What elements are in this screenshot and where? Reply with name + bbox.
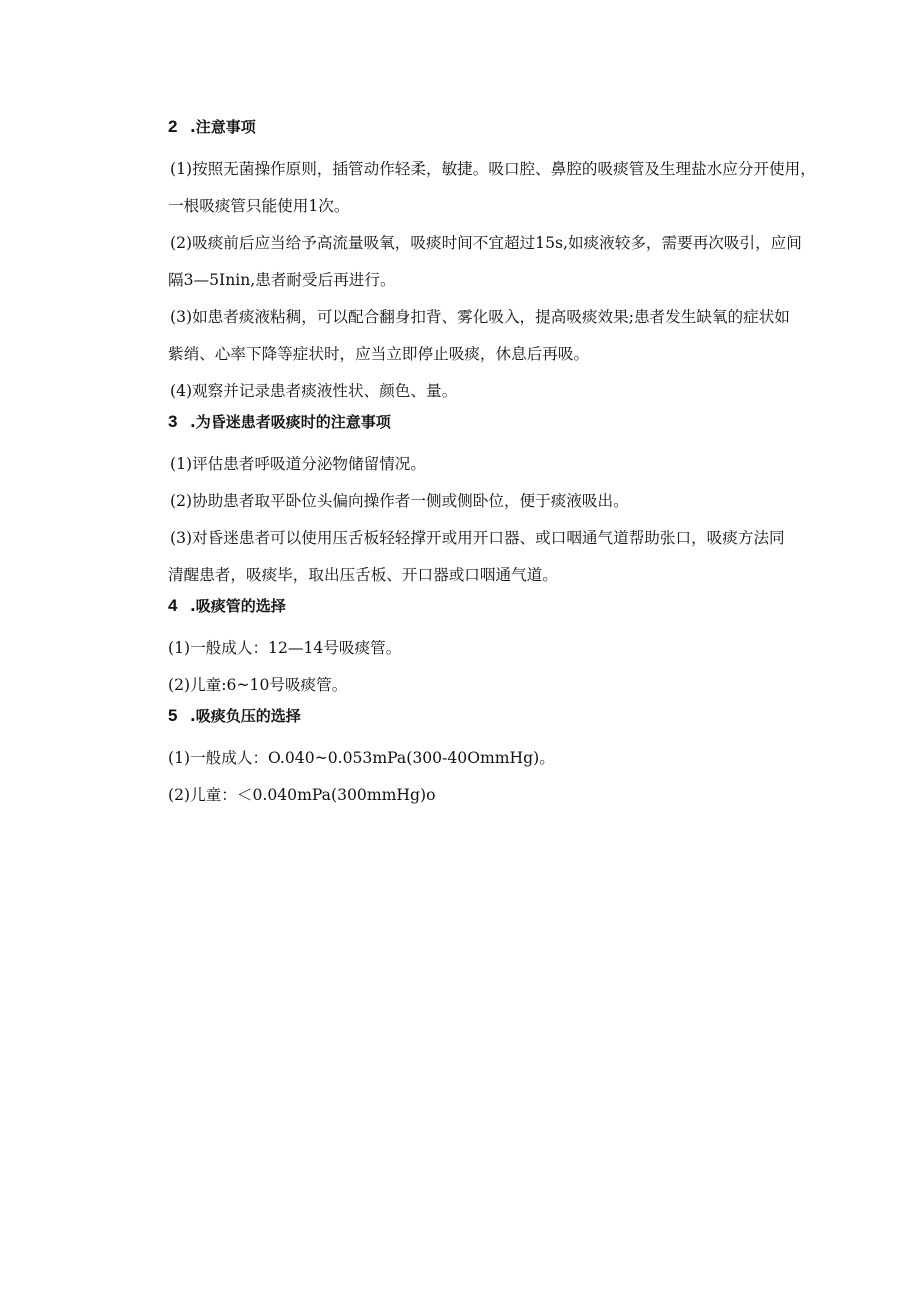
section-title: .注意事项 <box>190 118 256 136</box>
paragraph-line: (2)儿童：＜0.040mPa(300mmHg)o <box>168 786 436 804</box>
section-heading <box>168 705 858 727</box>
section-title: .为昏迷患者吸痰时的注意事项 <box>190 413 391 431</box>
paragraph-line: (4)观察并记录患者痰液性状、颜色、量。 <box>170 382 458 400</box>
section-number: 3 <box>168 412 178 431</box>
section-heading <box>168 116 858 138</box>
section-title: .吸痰负压的选择 <box>190 707 301 725</box>
paragraph-line: (3)如患者痰液粘稠，可以配合翻身扣背、雾化吸入，提高吸痰效果;患者发生缺氧的症状如 <box>170 308 790 326</box>
paragraph-line: (3)对昏迷患者可以使用压舌板轻轻撑开或用开口器、或口咽通气道帮助张口，吸痰方法同 <box>170 529 785 547</box>
section-number: 5 <box>168 706 178 725</box>
document-body <box>168 116 858 814</box>
section-title: .吸痰管的选择 <box>190 597 286 615</box>
paragraph-line: (2)协助患者取平卧位头偏向操作者一侧或侧卧位，便于痰液吸出。 <box>170 492 629 510</box>
paragraph-line: (2)儿童:6~10号吸痰管。 <box>168 676 348 694</box>
paragraph-line: (1)一般成人：O.040~0.053mPa(300-40OmmHg)。 <box>168 749 555 767</box>
section-heading <box>168 595 858 617</box>
paragraph-line: (1)按照无菌操作原则，插管动作轻柔，敏捷。吸口腔、鼻腔的吸痰管及生理盐水应分开使用， <box>170 160 816 178</box>
paragraph-line: 紫绡、心率下降等症状时，应当立即停止吸痰，休息后再吸。 <box>168 345 590 363</box>
paragraph-line: (2)吸痰前后应当给予高流量吸氧，吸痰时间不宜超过15s,如痰液较多，需要再次吸引，应间 <box>170 234 802 252</box>
paragraph-line: (1)一般成人：12—14号吸痰管。 <box>168 639 402 657</box>
paragraph-line: 一根吸痰管只能使用1次。 <box>168 197 350 215</box>
paragraph-line: 清醒患者，吸痰毕，取出压舌板、开口器或口咽通气道。 <box>168 566 558 584</box>
section-number: 2 <box>168 117 178 136</box>
section-number: 4 <box>168 596 178 615</box>
section-heading <box>168 411 858 433</box>
paragraph-line: 隔3—5Inin,患者耐受后再进行。 <box>168 271 396 289</box>
paragraph-line: (1)评估患者呼吸道分泌物储留情况。 <box>170 455 426 473</box>
